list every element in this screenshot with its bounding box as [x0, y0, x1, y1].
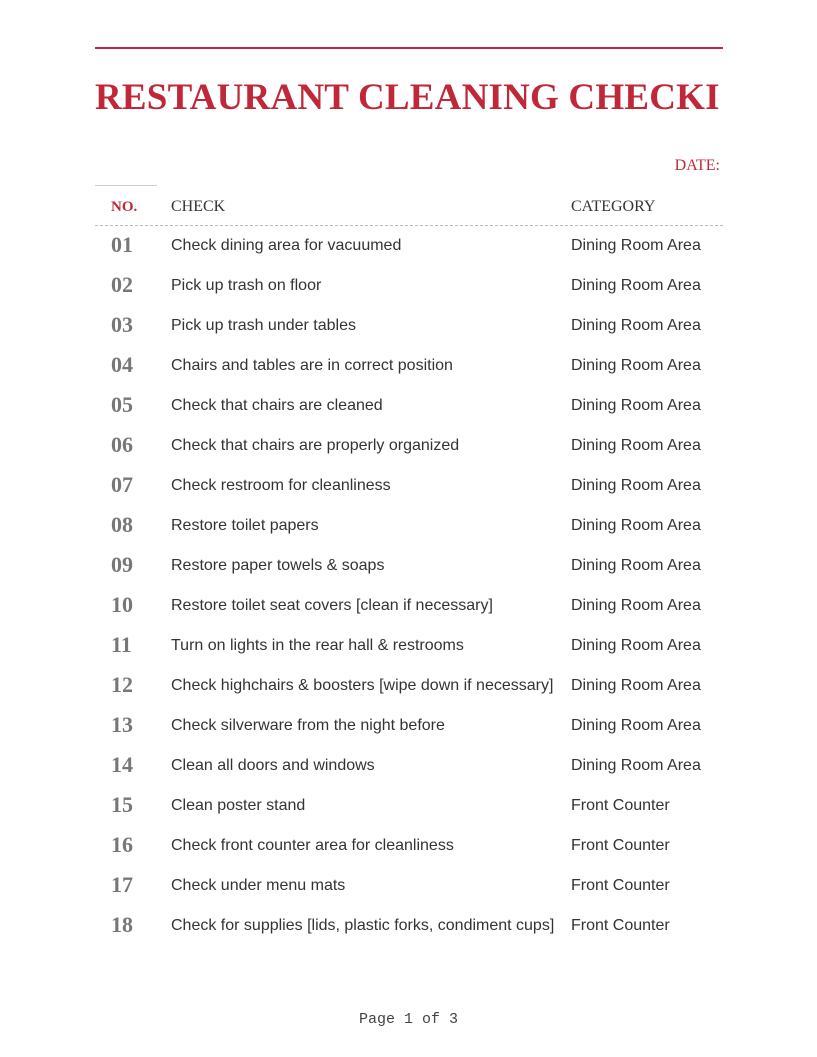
- row-number: 04: [111, 352, 133, 377]
- row-number: 17: [111, 872, 133, 897]
- row-number: 18: [111, 912, 133, 937]
- row-number: 13: [111, 712, 133, 737]
- row-check: Check under menu mats: [171, 877, 346, 894]
- row-category: Front Counter: [571, 837, 670, 854]
- table-row: [95, 866, 723, 906]
- table-row: [95, 466, 723, 506]
- row-check: Check that chairs are properly organized: [171, 437, 460, 454]
- row-check: Check front counter area for cleanliness: [171, 837, 454, 854]
- table-row: [95, 706, 723, 746]
- table-row: [95, 666, 723, 706]
- row-category: Dining Room Area: [571, 437, 701, 454]
- row-number: 16: [111, 832, 133, 857]
- table-row: [95, 546, 723, 586]
- row-check: Pick up trash under tables: [171, 317, 356, 334]
- row-category: Front Counter: [571, 917, 670, 934]
- row-number: 06: [111, 432, 133, 457]
- checklist-table: [95, 226, 723, 946]
- table-row: [95, 586, 723, 626]
- row-number: 14: [111, 752, 133, 777]
- table-row: [95, 626, 723, 666]
- row-check: Check for supplies [lids, plastic forks, condiment cups]: [171, 917, 555, 934]
- table-row: [95, 786, 723, 826]
- row-check: Restore paper towels & soaps: [171, 557, 385, 574]
- table-row: [95, 266, 723, 306]
- number-column-rule: [95, 185, 157, 186]
- table-row: [95, 746, 723, 786]
- header-category: CATEGORY: [571, 198, 656, 215]
- row-check: Restore toilet papers: [171, 517, 319, 534]
- document-title: RESTAURANT CLEANING CHECKI: [95, 77, 720, 118]
- row-category: Dining Room Area: [571, 677, 701, 694]
- row-check: Check that chairs are cleaned: [171, 397, 383, 414]
- row-category: Dining Room Area: [571, 517, 701, 534]
- row-category: Dining Room Area: [571, 317, 701, 334]
- table-row: [95, 226, 723, 266]
- row-check: Clean poster stand: [171, 797, 306, 814]
- row-check: Check restroom for cleanliness: [171, 477, 391, 494]
- header-no: NO.: [111, 199, 138, 215]
- row-check: Check silverware from the night before: [171, 717, 445, 734]
- top-rule: [95, 47, 723, 49]
- table-row: [95, 826, 723, 866]
- row-category: Dining Room Area: [571, 477, 701, 494]
- row-number: 15: [111, 792, 133, 817]
- row-category: Dining Room Area: [571, 757, 701, 774]
- table-row: [95, 426, 723, 466]
- page-footer: Page 1 of 3: [358, 1011, 459, 1028]
- row-number: 09: [111, 552, 133, 577]
- row-number: 08: [111, 512, 133, 537]
- row-category: Dining Room Area: [571, 637, 701, 654]
- table-row: [95, 386, 723, 426]
- row-check: Restore toilet seat covers [clean if necessary]: [171, 597, 493, 614]
- row-category: Dining Room Area: [571, 597, 701, 614]
- table-row: [95, 906, 723, 946]
- row-category: Dining Room Area: [571, 357, 701, 374]
- row-number: 07: [111, 472, 133, 497]
- row-category: Front Counter: [571, 877, 670, 894]
- table-row: [95, 306, 723, 346]
- row-category: Dining Room Area: [571, 557, 701, 574]
- row-number: 01: [111, 232, 133, 257]
- table-header: [95, 189, 723, 226]
- table-row: [95, 346, 723, 386]
- row-number: 02: [111, 272, 133, 297]
- header-check: CHECK: [171, 198, 226, 215]
- row-check: Turn on lights in the rear hall & restrooms: [171, 637, 464, 654]
- row-check: Check dining area for vacuumed: [171, 237, 402, 254]
- row-check: Clean all doors and windows: [171, 757, 375, 774]
- row-category: Dining Room Area: [571, 397, 701, 414]
- row-category: Dining Room Area: [571, 717, 701, 734]
- row-number: 11: [111, 632, 132, 657]
- row-number: 12: [111, 672, 133, 697]
- row-check: Check highchairs & boosters [wipe down if necessary]: [171, 677, 554, 694]
- row-check: Pick up trash on floor: [171, 277, 322, 294]
- row-number: 03: [111, 312, 133, 337]
- row-check: Chairs and tables are in correct position: [171, 357, 453, 374]
- row-number: 05: [111, 392, 133, 417]
- table-row: [95, 506, 723, 546]
- row-category: Dining Room Area: [571, 277, 701, 294]
- row-number: 10: [111, 592, 133, 617]
- date-label: DATE:: [674, 157, 720, 174]
- row-category: Front Counter: [571, 797, 670, 814]
- row-category: Dining Room Area: [571, 237, 701, 254]
